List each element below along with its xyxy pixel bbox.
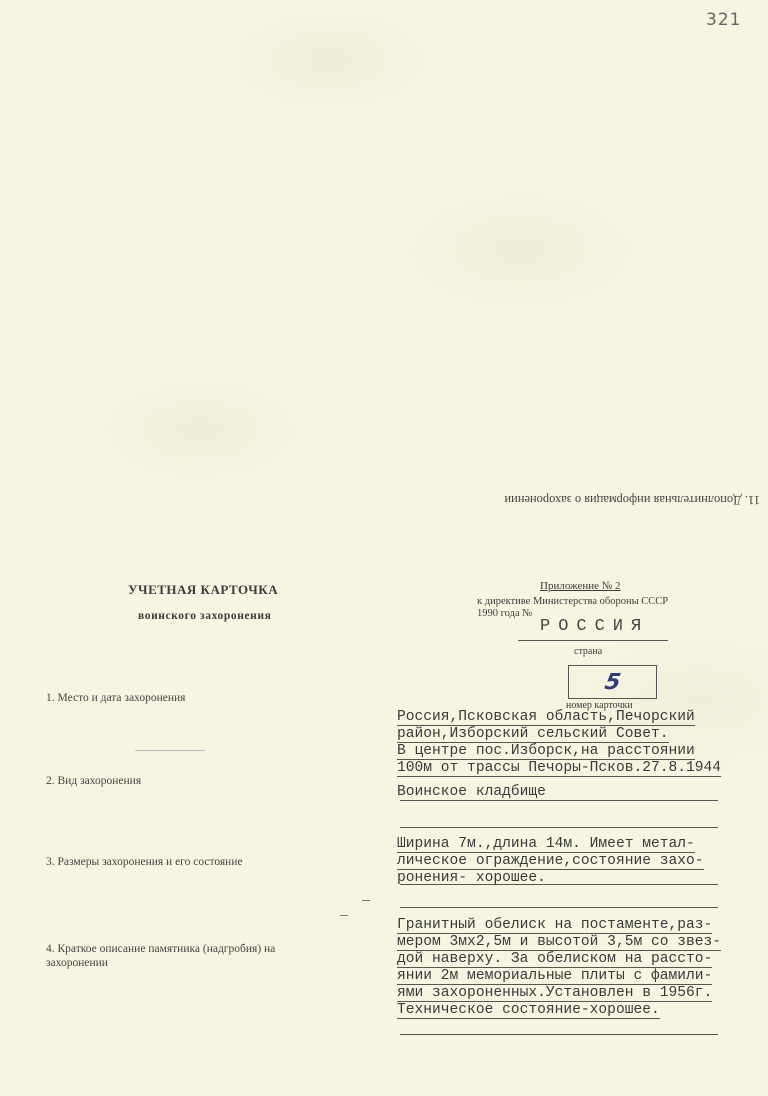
field-4-label xyxy=(46,942,275,970)
country-label: страна xyxy=(574,646,603,657)
field-1-line: 100м от трассы Печоры-Псков.27.8.1944 xyxy=(397,760,722,776)
field-1-line: В центре пос.Изборск,на расстоянии xyxy=(397,743,695,759)
field-4-line: дой наверху. За обелиском на рассто- xyxy=(397,951,713,967)
separator-line xyxy=(135,750,205,751)
margin-dash xyxy=(340,915,348,916)
field-4-line: Гранитный обелиск на постаменте,раз- xyxy=(397,917,713,933)
field-1-line: Россия,Псковская область,Печорский xyxy=(397,709,695,725)
field-3-line: лическое ограждение,состояние захо- xyxy=(397,853,704,869)
field-4-label-line-1: 4. Краткое описание памятника (надгробия) на xyxy=(46,943,276,955)
field-4-line: мером 3мх2,5м и высотой 3,5м со звез- xyxy=(397,934,722,950)
field-4-line: янии 2м мемориальные плиты с фамили- xyxy=(397,968,713,984)
field-3-value xyxy=(397,836,704,886)
field-2-underline xyxy=(400,800,718,801)
field-4-top-underline xyxy=(400,907,718,908)
field-4-label-line-2: захоронении xyxy=(46,957,108,969)
card-title: УЧЕТНАЯ КАРТОЧКА xyxy=(128,582,279,597)
field-4-line: ями захороненных.Установлен в 1956г. xyxy=(397,985,713,1001)
field-2-extra-underline xyxy=(400,827,718,828)
field-3-label: 3. Размеры захоронения и его состояние xyxy=(46,856,243,868)
margin-dash xyxy=(362,900,370,901)
field-1-label: 1. Место и дата захоронения xyxy=(46,692,186,704)
page-number: 321 xyxy=(706,10,742,30)
field-4-bottom-underline xyxy=(400,1034,718,1035)
country-underline xyxy=(518,640,668,641)
country-value: РОССИЯ xyxy=(540,617,650,636)
field-3-line: ронения- хорошее. xyxy=(397,870,546,886)
field-4-value xyxy=(397,917,721,1019)
field-1-line: район,Изборский сельский Совет. xyxy=(397,726,669,742)
card-subtitle: воинского захоронения xyxy=(138,610,272,622)
directive-line-1: к директиве Министерства обороны СССР xyxy=(477,596,669,607)
field-3-underline xyxy=(400,884,718,885)
field-2-label: 2. Вид захоронения xyxy=(46,775,142,787)
field-2-line: Воинское кладбище xyxy=(397,784,546,800)
flipped-additional-info-heading: 11. Дополнительная информация о захоронении xyxy=(504,493,760,507)
field-1-value xyxy=(397,709,721,777)
field-3-line: Ширина 7м.,длина 14м. Имеет метал- xyxy=(397,836,695,852)
field-4-line: Техническое состояние-хорошее. xyxy=(397,1002,660,1018)
field-2-value xyxy=(397,784,546,800)
directive-line-2: 1990 года № xyxy=(477,608,533,619)
card-number-box xyxy=(568,665,657,699)
card-number-label: номер карточки xyxy=(566,700,633,711)
card-number-value: 5 xyxy=(602,669,623,695)
appendix-label: Приложение № 2 xyxy=(540,580,621,592)
